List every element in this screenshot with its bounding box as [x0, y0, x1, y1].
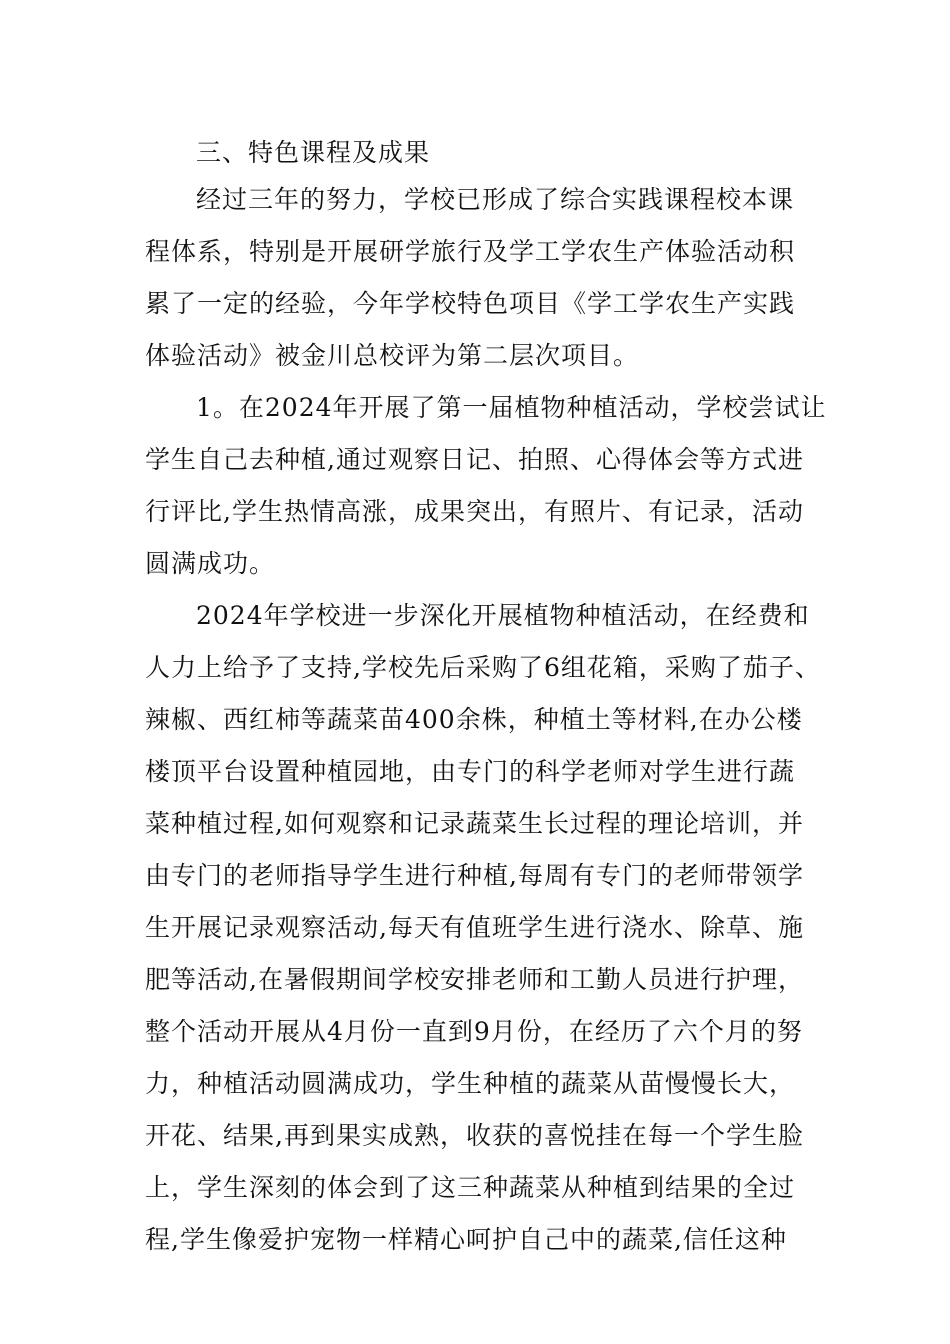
paragraph-line: 程,学生像爱护宠物一样精心呵护自己中的蔬菜,信任这种: [145, 1225, 787, 1254]
paragraph-line: 开花、结果,再到果实成熟，收获的喜悦挂在每一个学生脸: [145, 1121, 804, 1150]
paragraph-line: 肥等活动,在暑假期间学校安排老师和工勤人员进行护理，: [145, 965, 804, 994]
paragraph-line: 由专门的老师指导学生进行种植,每周有专门的老师带领学: [145, 861, 804, 890]
paragraph-line: 行评比,学生热情高涨，成果突出，有照片、有记录，活动: [145, 497, 804, 526]
paragraph-line: 学生自己去种植,通过观察日记、拍照、心得体会等方式进: [145, 445, 804, 474]
section-heading: 三、特色课程及成果: [196, 138, 431, 167]
paragraph-line: 1。在2024年开展了第一届植物种植活动，学校尝试让: [196, 393, 827, 422]
paragraph-line: 2024年学校进一步深化开展植物种植活动，在经费和: [196, 601, 810, 630]
paragraph-line: 体验活动》被金川总校评为第二层次项目。: [145, 341, 640, 370]
paragraph-line: 生开展记录观察活动,每天有值班学生进行浇水、除草、施: [145, 913, 804, 942]
paragraph-line: 经过三年的努力，学校已形成了综合实践课程校本课: [196, 185, 795, 214]
paragraph-line: 辣椒、西红柿等蔬菜苗400余株，种植土等材料,在办公楼: [145, 705, 803, 734]
paragraph-line: 力，种植活动圆满成功，学生种植的蔬菜从苗慢慢长大，: [145, 1069, 796, 1098]
paragraph-line: 圆满成功。: [145, 549, 276, 578]
paragraph-line: 程体系，特别是开展研学旅行及学工学农生产体验活动积: [145, 237, 796, 266]
paragraph-line: 菜种植过程,如何观察和记录蔬菜生长过程的理论培训，并: [145, 809, 804, 838]
paragraph-line: 楼顶平台设置种植园地，由专门的科学老师对学生进行蔬: [145, 757, 796, 786]
paragraph-line: 上，学生深刻的体会到了这三种蔬菜从种植到结果的全过: [145, 1173, 796, 1202]
paragraph-line: 人力上给予了支持,学校先后采购了6组花箱，采购了茄子、: [145, 653, 821, 682]
paragraph-line: 整个活动开展从4月份一直到9月份，在经历了六个月的努: [145, 1017, 803, 1046]
paragraph-line: 累了一定的经验，今年学校特色项目《学工学农生产实践: [145, 289, 796, 318]
